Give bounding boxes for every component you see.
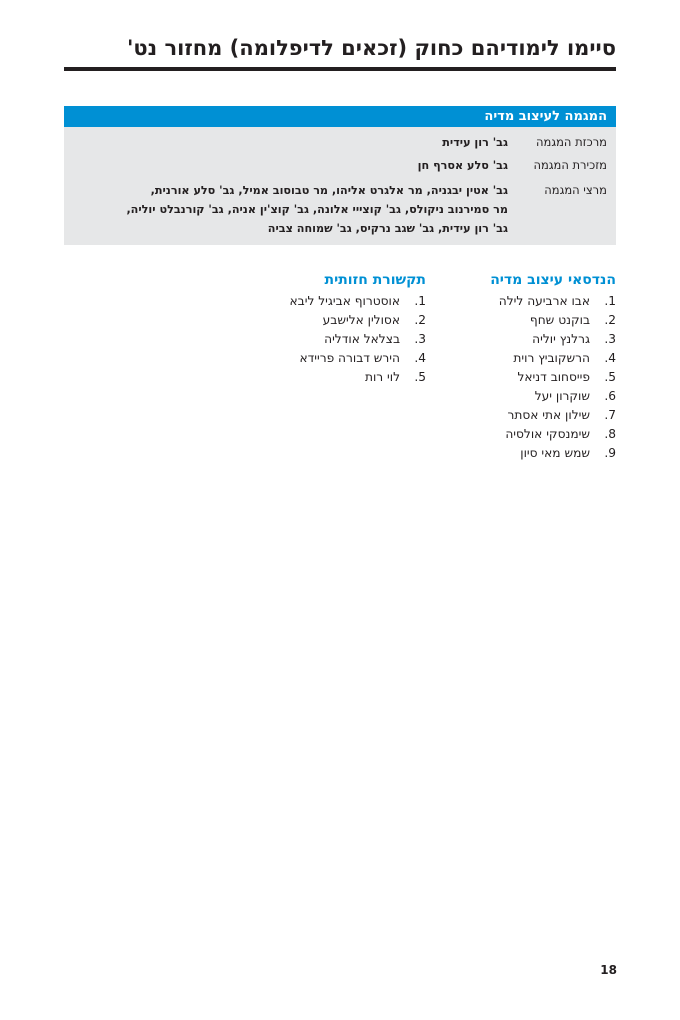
- list-item-number: 8.: [604, 427, 616, 441]
- staff-value: [78, 181, 508, 238]
- list-item-name: אוסטרוף אביגיל ליבא: [289, 294, 400, 308]
- staff-value-line: גב' רון עידית, גב' שגב נרקיס, גב' שמוחה צביה: [267, 222, 508, 235]
- staff-role-label: מרצי המגמה: [544, 183, 607, 197]
- list-item: [416, 311, 616, 330]
- list-item-number: 4.: [414, 351, 426, 365]
- list-item: [416, 330, 616, 349]
- graduates-list-visual-communication: [230, 292, 426, 387]
- list-item: [230, 330, 426, 349]
- staff-panel-header: המגמה לעיצוב מדיה: [64, 106, 616, 127]
- list-item-number: 1.: [414, 294, 426, 308]
- staff-value-line: גב' רון עידית: [442, 136, 508, 149]
- list-item-number: 1.: [604, 294, 616, 308]
- list-item: [416, 368, 616, 387]
- list-item-name: בוקנט שחף: [529, 313, 590, 327]
- list-item-number: 5.: [604, 370, 616, 384]
- list-item-number: 9.: [604, 446, 616, 460]
- staff-value-line: גב' אטין יבגניה, מר אלגרט אליהו, מר טבוסוב אמיל, גב' סלע אורנית,: [150, 184, 508, 197]
- list-item: [416, 406, 616, 425]
- list-item-name: אבו ארביעה לילה: [498, 294, 590, 308]
- list-item: [230, 311, 426, 330]
- staff-value-line: גב' סלע אסרף חן: [417, 159, 508, 172]
- list-item-number: 6.: [604, 389, 616, 403]
- list-item-name: שילון אתי אסתר: [507, 408, 590, 422]
- staff-row-coordinator: [64, 133, 616, 152]
- graduates-list-media-design: [416, 292, 616, 463]
- list-item: [416, 444, 616, 463]
- list-item-name: גרלנץ יוליה: [532, 332, 590, 346]
- list-item-name: שימנסקי אולסיה: [505, 427, 590, 441]
- list-item-name: בצלאל אודליה: [324, 332, 400, 346]
- staff-row-lecturers: [64, 181, 616, 241]
- list-item: [416, 292, 616, 311]
- page-number: 18: [600, 963, 617, 977]
- list-item: [416, 349, 616, 368]
- list-item-number: 7.: [604, 408, 616, 422]
- title-divider: [64, 67, 616, 71]
- list-item: [230, 368, 426, 387]
- list-item-name: לוי רות: [364, 370, 400, 384]
- list-item: [416, 387, 616, 406]
- list-item-number: 4.: [604, 351, 616, 365]
- list-item-name: פייסחוב דניאל: [517, 370, 590, 384]
- page-title: סיימו לימודיהם כחוק (זכאים לדיפלומה) מחזור נט': [126, 36, 616, 60]
- list-item: [416, 425, 616, 444]
- staff-value: [78, 133, 508, 152]
- list-item-name: שמש מאי סיון: [520, 446, 590, 460]
- list-item-number: 3.: [604, 332, 616, 346]
- list-item-name: שוקרון יעל: [534, 389, 590, 403]
- list-item: [230, 292, 426, 311]
- list-item-name: הרשקוביץ רוית: [513, 351, 590, 365]
- list-item-number: 5.: [414, 370, 426, 384]
- list-item-name: הירש דבורה פריידא: [299, 351, 400, 365]
- column-heading-media-design: הנדסאי עיצוב מדיה: [490, 272, 616, 288]
- list-item-number: 2.: [414, 313, 426, 327]
- list-item-number: 3.: [414, 332, 426, 346]
- list-item-number: 2.: [604, 313, 616, 327]
- staff-value-line: מר סמירנוב ניקולס, גב' קוצייי אלונה, גב' קוצ'ין אניה, גב' קורנבלט יוליה,: [126, 203, 508, 216]
- staff-role-label: מזכירת המגמה: [533, 158, 607, 172]
- list-item: [230, 349, 426, 368]
- column-heading-visual-communication: תקשורת חזותית: [324, 272, 426, 288]
- staff-role-label: מרכזת המגמה: [536, 135, 607, 149]
- staff-row-secretary: [64, 156, 616, 175]
- staff-value: [78, 156, 508, 175]
- list-item-name: אסולין אלישבע: [322, 313, 400, 327]
